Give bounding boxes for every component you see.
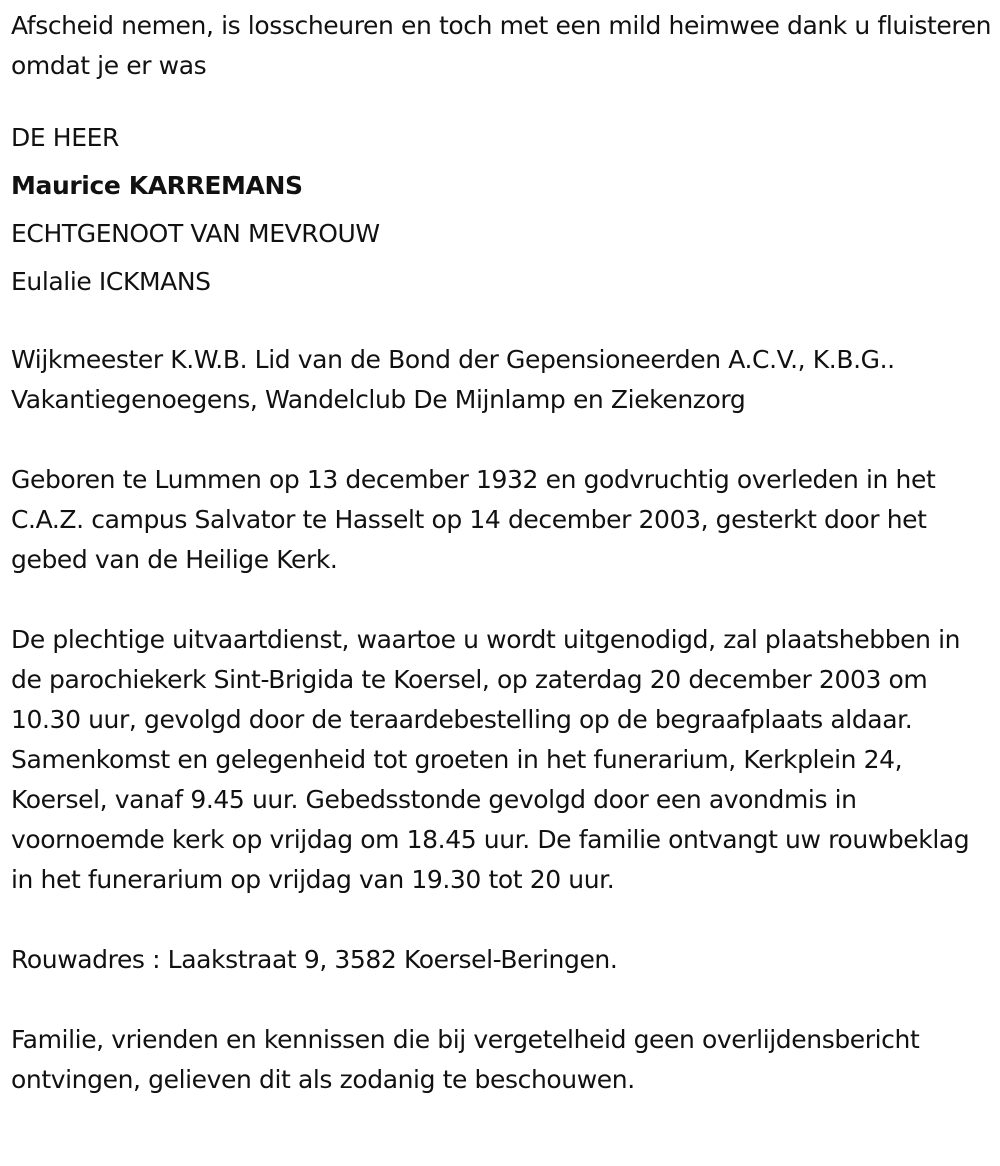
spouse-name: Eulalie ICKMANS — [11, 267, 211, 296]
deceased-header — [11, 114, 996, 306]
death-notice — [11, 6, 996, 1100]
memberships-paragraph: Wijkmeester K.W.B. Lid van de Bond der Gepensioneerden A.C.V., K.B.G.. Vakantiegenoegens, Wandelclub De Mijnlamp en Ziekenzorg — [11, 345, 895, 414]
deceased-name: Maurice KARREMANS — [11, 171, 303, 200]
spouse-line: ECHTGENOOT VAN MEVROUW — [11, 219, 380, 248]
salutation: DE HEER — [11, 123, 119, 152]
address-line: Rouwadres : Laakstraat 9, 3582 Koersel-Beringen. — [11, 945, 618, 974]
intro-verse: Afscheid nemen, is losscheuren en toch met een mild heimwee dank u fluisteren omdat je er was — [11, 11, 992, 80]
closing-paragraph: Familie, vrienden en kennissen die bij vergetelheid geen overlijdensbericht ontvingen, gelieven dit als zodanig te beschouwen. — [11, 1025, 920, 1094]
birth-death-paragraph: Geboren te Lummen op 13 december 1932 en godvruchtig overleden in het C.A.Z. campus Salvator te Hasselt op 14 december 2003, gesterkt door het gebed van de Heilige Kerk. — [11, 465, 936, 574]
funeral-paragraph: De plechtige uitvaartdienst, waartoe u wordt uitgenodigd, zal plaatshebben in de parochiekerk Sint-Brigida te Koersel, op zaterdag 20 december 2003 om 10.30 uur, gevolgd door de teraardebestelling op de begraafplaats aldaar. Samenkomst en gelegenheid tot groeten in het funerarium, Kerkplein 24, Koersel, vanaf 9.45 uur. Gebedsstonde gevolgd door een avondmis in voornoemde kerk op vrijdag om 18.45 uur. De familie ontvangt uw rouwbeklag in het funerarium op vrijdag van 19.30 tot 20 uur. — [11, 625, 970, 894]
